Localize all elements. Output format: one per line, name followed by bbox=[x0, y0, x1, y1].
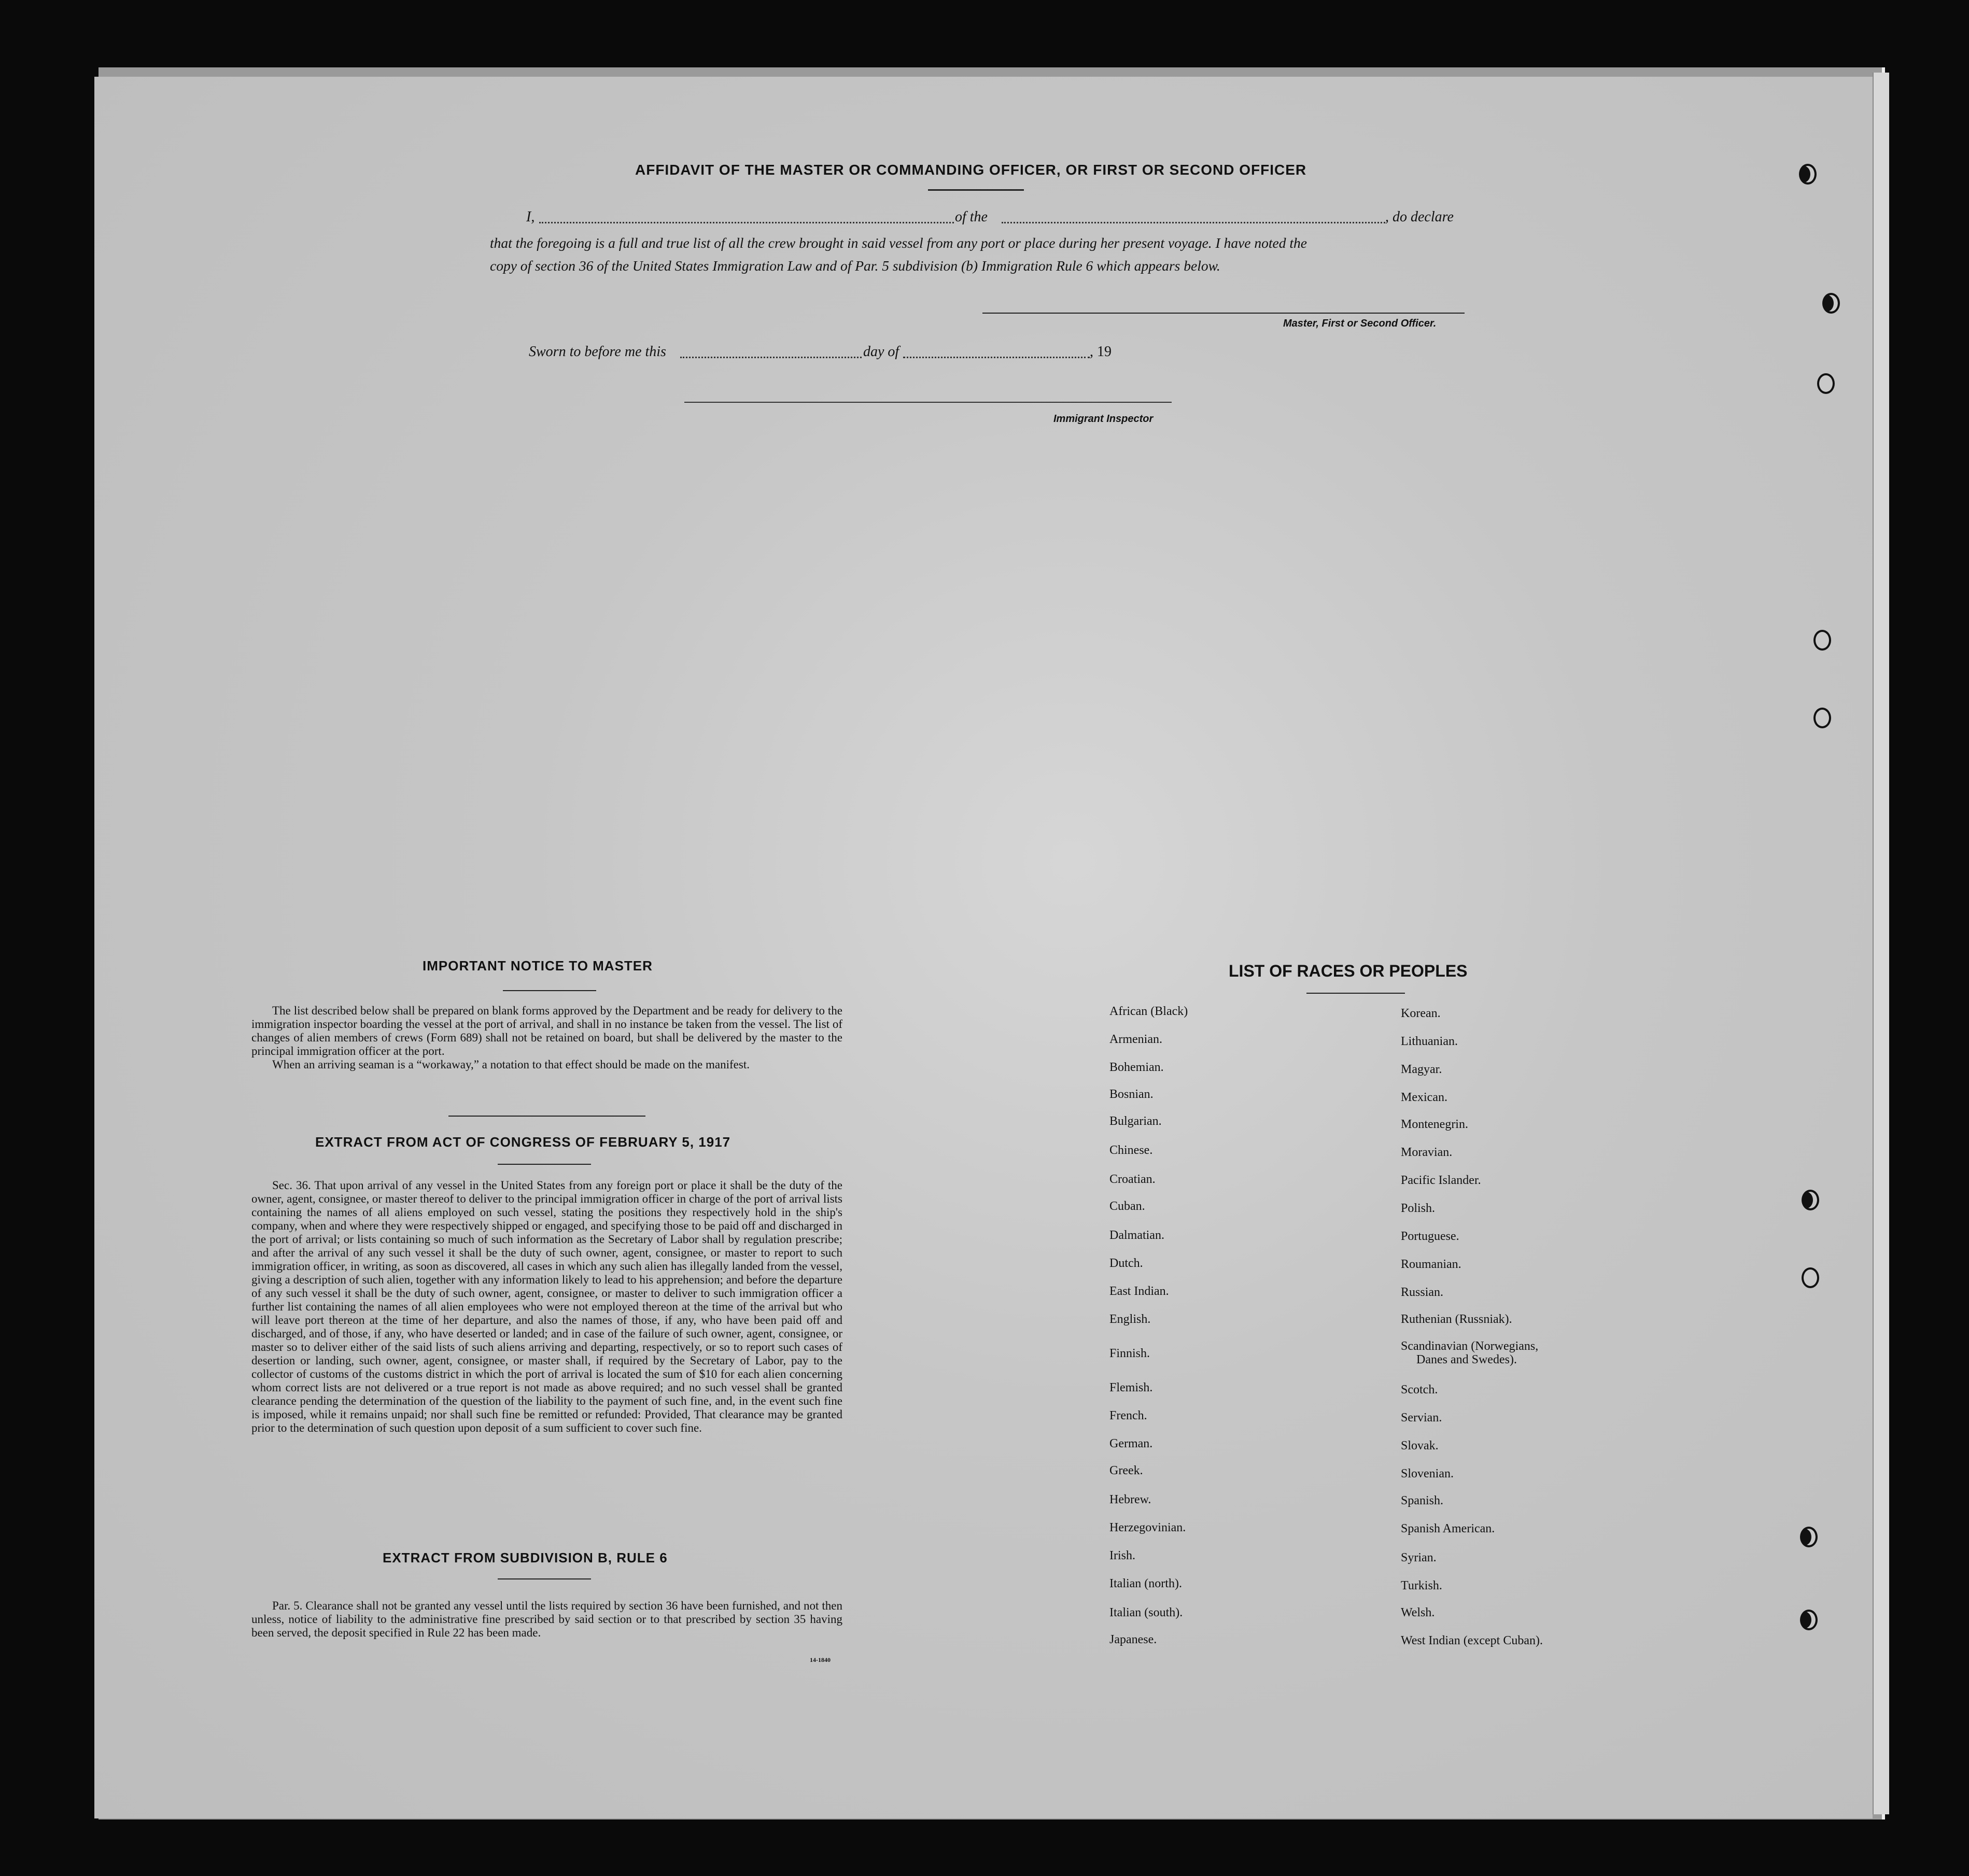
race-item: Moravian. bbox=[1401, 1146, 1453, 1159]
rule-rule bbox=[498, 1578, 591, 1579]
race-item: Turkish. bbox=[1401, 1579, 1442, 1592]
race-item: Lithuanian. bbox=[1401, 1035, 1458, 1048]
race-item: Armenian. bbox=[1109, 1033, 1162, 1046]
vessel-name-field[interactable] bbox=[1002, 222, 1385, 223]
sworn-month-field[interactable] bbox=[903, 357, 1090, 358]
affidavit-text-line2: that the foregoing is a full and true list of all the crew brought in said vessel from any port or place during her present voyage. I have noted the bbox=[490, 235, 1307, 251]
race-item: Polish. bbox=[1401, 1202, 1436, 1215]
race-item: Croatian. bbox=[1109, 1173, 1156, 1186]
page-edge bbox=[1873, 73, 1889, 1814]
rule-text bbox=[251, 1599, 842, 1640]
binder-hole bbox=[1813, 708, 1831, 728]
signature-caption: Master, First or Second Officer. bbox=[1283, 318, 1437, 329]
declare-label: , do declare bbox=[1385, 209, 1454, 225]
race-item: Irish. bbox=[1109, 1549, 1135, 1562]
race-item: Flemish. bbox=[1109, 1381, 1153, 1394]
sworn-label: Sworn to before me this bbox=[529, 344, 666, 360]
affidavit-title: AFFIDAVIT OF THE MASTER OR COMMANDING OFFICER, OR FIRST OR SECOND OFFICER bbox=[635, 162, 1307, 178]
binder-hole bbox=[1799, 164, 1817, 185]
race-item: Italian (north). bbox=[1109, 1577, 1182, 1590]
race-item: Servian. bbox=[1401, 1411, 1442, 1424]
binder-hole bbox=[1817, 373, 1835, 394]
race-item: Japanese. bbox=[1109, 1633, 1157, 1646]
race-item: Welsh. bbox=[1401, 1606, 1435, 1619]
race-item: Magyar. bbox=[1401, 1063, 1442, 1076]
race-item: Scandinavian (Norwegians, bbox=[1401, 1339, 1539, 1353]
race-item: Slovak. bbox=[1401, 1439, 1439, 1452]
race-item: Greek. bbox=[1109, 1464, 1143, 1477]
document-page bbox=[94, 77, 1873, 1818]
race-item: German. bbox=[1109, 1437, 1153, 1450]
race-item: Bulgarian. bbox=[1109, 1115, 1162, 1128]
affidavit-text-line3: copy of section 36 of the United States Immigration Law and of Par. 5 subdivision (b) Immigration Rule 6 which appears below. bbox=[490, 258, 1220, 274]
signature-line[interactable] bbox=[982, 313, 1465, 314]
race-item: Syrian. bbox=[1401, 1551, 1437, 1564]
sworn-day-field[interactable] bbox=[680, 357, 862, 358]
notice-paragraph-1: The list described below shall be prepared on blank forms approved by the Department and be ready for delivery to the immigration inspector boarding the vessel at the port of arrival, and shall in no instance be taken from the vessel. The list of changes of alien members of crews (Form 689) shall not be retained on board, but shall be delivered by the master to the principal immigration officer at the port. bbox=[251, 1004, 842, 1057]
races-rule bbox=[1306, 993, 1405, 994]
notice-text bbox=[251, 1004, 842, 1071]
binder-hole bbox=[1800, 1527, 1818, 1547]
notice-title: IMPORTANT NOTICE TO MASTER bbox=[423, 958, 653, 974]
race-item: Korean. bbox=[1401, 1007, 1441, 1020]
binder-hole bbox=[1802, 1267, 1819, 1288]
race-item: French. bbox=[1109, 1409, 1147, 1422]
rule-par-5: Par. 5. Clearance shall not be granted any vessel until the lists required by section 36 have been furnished, and not then unless, notice of liability to the administrative fine prescribed by said section or to that prescribed by section 35 having been served, the deposit specified in Rule 22 has been made. bbox=[251, 1599, 842, 1639]
binder-hole bbox=[1822, 293, 1840, 314]
race-item: Slovenian. bbox=[1401, 1467, 1454, 1480]
race-item: Russian. bbox=[1401, 1286, 1444, 1299]
inspector-caption: Immigrant Inspector bbox=[1053, 413, 1154, 425]
vessel-label: of the bbox=[955, 209, 988, 225]
race-item: Bosnian. bbox=[1109, 1088, 1154, 1101]
declarant-label: I, bbox=[526, 209, 535, 225]
section-divider bbox=[448, 1116, 645, 1117]
race-item: Montenegrin. bbox=[1401, 1118, 1468, 1131]
title-rule bbox=[928, 189, 1024, 191]
race-item: Finnish. bbox=[1109, 1347, 1150, 1360]
act-title: EXTRACT FROM ACT OF CONGRESS OF FEBRUARY 5, 1917 bbox=[315, 1134, 731, 1150]
race-item: East Indian. bbox=[1109, 1285, 1169, 1298]
day-of-label: day of bbox=[863, 344, 899, 360]
binder-hole bbox=[1802, 1190, 1819, 1210]
rule-title: EXTRACT FROM SUBDIVISION B, RULE 6 bbox=[383, 1550, 668, 1565]
binder-hole bbox=[1800, 1610, 1818, 1630]
notice-paragraph-2: When an arriving seaman is a “workaway,” a notation to that effect should be made on the manifest. bbox=[272, 1058, 750, 1071]
act-text bbox=[251, 1179, 842, 1435]
race-item: Portuguese. bbox=[1401, 1230, 1459, 1243]
year-label: , 19 bbox=[1090, 344, 1112, 360]
race-item: Spanish. bbox=[1401, 1494, 1444, 1507]
declarant-name-field[interactable] bbox=[539, 222, 954, 223]
act-rule bbox=[498, 1164, 591, 1165]
race-item: Dutch. bbox=[1109, 1257, 1143, 1270]
race-item: West Indian (except Cuban). bbox=[1401, 1634, 1543, 1647]
race-item: Ruthenian (Russniak). bbox=[1401, 1313, 1512, 1326]
form-number: 14-1840 bbox=[810, 1656, 831, 1663]
binder-hole bbox=[1813, 630, 1831, 651]
race-item: Roumanian. bbox=[1401, 1258, 1461, 1271]
race-item: Chinese. bbox=[1109, 1144, 1153, 1157]
race-item: Dalmatian. bbox=[1109, 1229, 1164, 1242]
race-item: Danes and Swedes). bbox=[1416, 1353, 1517, 1366]
race-item: Cuban. bbox=[1109, 1200, 1145, 1213]
race-item: African (Black) bbox=[1109, 1005, 1188, 1018]
inspector-signature-line[interactable] bbox=[684, 402, 1172, 403]
race-item: Italian (south). bbox=[1109, 1606, 1183, 1619]
race-item: Hebrew. bbox=[1109, 1493, 1151, 1506]
race-item: Herzegovinian. bbox=[1109, 1521, 1186, 1534]
race-item: Spanish American. bbox=[1401, 1522, 1495, 1535]
act-section-36: Sec. 36. That upon arrival of any vessel in the United States from any foreign port or place it shall be the duty of the owner, agent, consignee, or master thereof to deliver to the principal immigration officer in charge of the port of arrival lists containing the names of all aliens employed on such vessel, stating the positions they respectively hold in the ship's company, when and where they were respectively shipped or engaged, and specifying those to be paid off and discharged in the port of arrival; or lists containing so much of such information as the Secretary of Labor shall by regulation prescribe; and after the arrival of any such vessel it shall be the duty of such owner, agent, consignee, or master to report to such immigration officer, in writing, as soon as discovered, all cases in which any such alien has illegally landed from the vessel, giving a description of such alien, together with any information likely to lead to his apprehension; and before the departure of any such vessel it shall be the duty of such owner, agent, consignee, or master to deliver to such immigration officer a further list containing the names of all alien employees who were not employed thereon at the time of the arrival but who will leave port thereon at the time of her departure, and also the names of those, if any, who have been paid off and discharged, and of those, if any, who have deserted or landed; and in case of the failure of such owner, agent, consignee, or master so to deliver either of the said lists of such aliens arriving and departing, respectively, or so to report such cases of desertion or landing, such owner, agent, consignee, or master shall, if required by the Secretary of Labor, pay to the collector of customs of the customs district in which the port of arrival is located the sum of $10 for each alien concerning whom correct lists are not delivered or a true report is not made as above required; and no such vessel shall be granted clearance pending the determination of the question of the liability to the payment of such fine, and, in the event such fine is imposed, while it remains unpaid; nor shall such fine be remitted or refunded: Provided, That clearance may be granted prior to the determination of such question upon deposit of a sum sufficient to cover such fine. bbox=[251, 1179, 842, 1434]
race-item: Mexican. bbox=[1401, 1091, 1447, 1104]
race-item: Bohemian. bbox=[1109, 1061, 1164, 1074]
notice-rule bbox=[503, 990, 596, 991]
race-item: Scotch. bbox=[1401, 1383, 1438, 1397]
race-item: English. bbox=[1109, 1313, 1151, 1326]
races-title: LIST OF RACES OR PEOPLES bbox=[1229, 962, 1468, 980]
race-item: Pacific Islander. bbox=[1401, 1174, 1481, 1187]
